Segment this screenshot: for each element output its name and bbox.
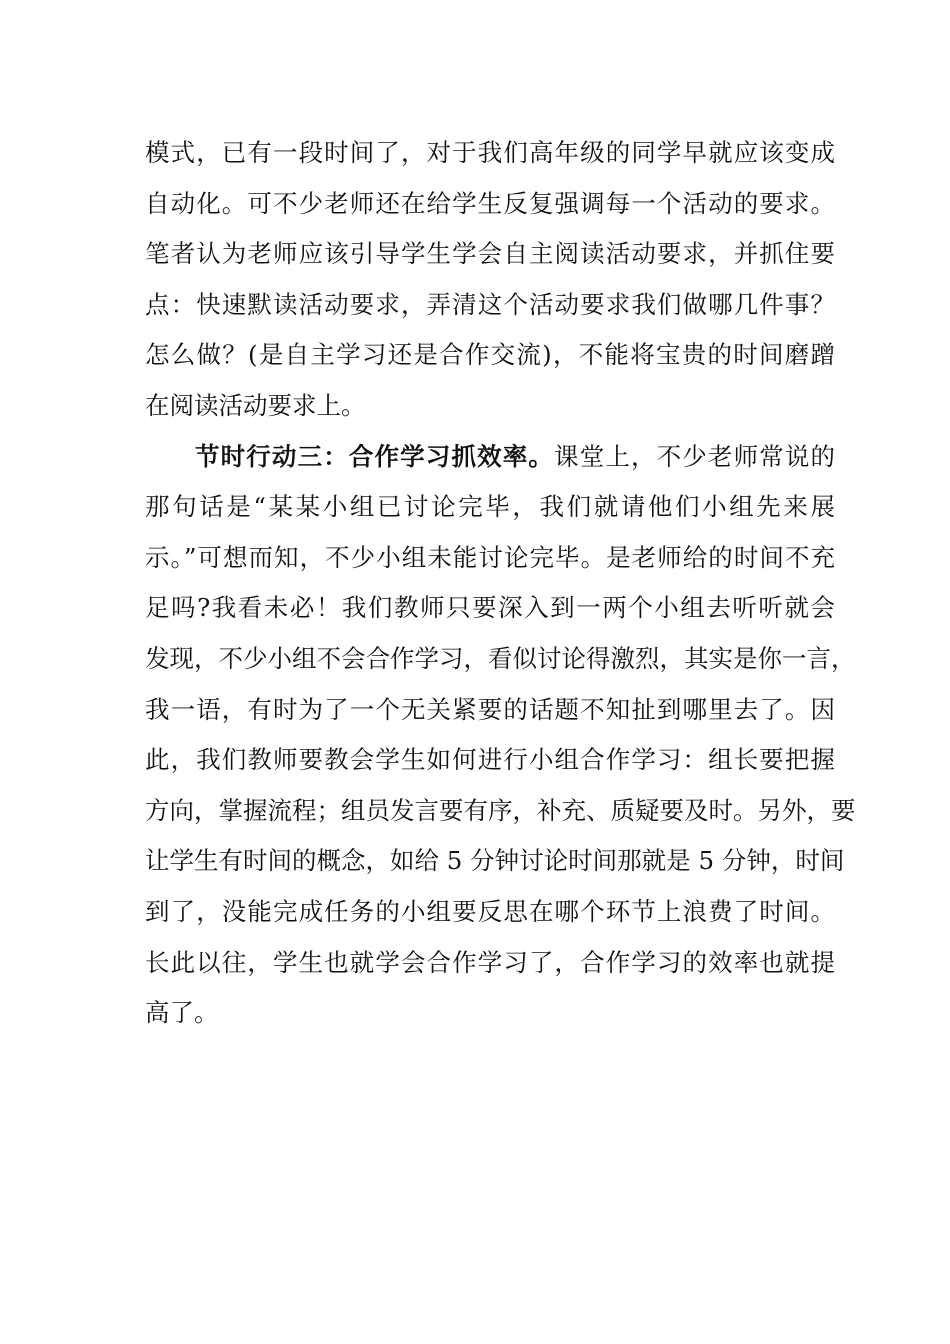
paragraph-first-line [145,432,835,483]
paragraph-line: 此，我们教师要教会学生如何进行小组合作学习：组长要把握 [145,745,835,775]
paragraph-line: 点：快速默读活动要求，弄清这个活动要求我们做哪几件事？ [145,289,835,319]
paragraph-line: 到了，没能完成任务的小组要反思在哪个环节上浪费了时间。 [145,896,835,926]
paragraph-line: 长此以往，学生也就学会合作学习了，合作学习的效率也就提 [145,947,835,977]
paragraph-line: 发现，不少小组不会合作学习，看似讨论得激烈，其实是你一言， [145,643,856,673]
paragraph-line-text: 课堂上，不少老师常说的 [554,441,836,471]
paragraph-action-three [145,432,856,1039]
section-heading: 节时行动三：合作学习抓效率。 [195,441,555,471]
paragraph-line: 示。”可想而知，不少小组未能讨论完毕。是老师给的时间不充 [145,542,835,572]
paragraph-line: 在阅读活动要求上。 [145,390,366,420]
paragraph-line: 方向，掌握流程；组员发言要有序，补充、质疑要及时。另外，要 [145,795,856,825]
paragraph-line: 我一语，有时为了一个无关紧要的话题不知扯到哪里去了。因 [145,694,835,724]
paragraph-line: 怎么做？(是自主学习还是合作交流)，不能将宝贵的时间磨蹭 [145,340,835,370]
paragraph-line: 笔者认为老师应该引导学生学会自主阅读活动要求，并抓住要 [145,239,835,269]
paragraph-line: 模式，已有一段时间了，对于我们高年级的同学早就应该变成 [145,138,835,167]
paragraph-line: 足吗?我看未必！我们教师只要深入到一两个小组去听听就会 [145,593,835,623]
paragraph-line: 让学生有时间的概念，如给 5 分钟讨论时间那就是 5 分钟，时间 [145,846,845,876]
paragraph-line: 那句话是“某某小组已讨论完毕，我们就请他们小组先来展 [145,492,835,522]
paragraph-line: 高了。 [145,998,219,1028]
paragraph-continued [145,128,835,432]
body-text [145,128,856,1039]
paragraph-line: 自动化。可不少老师还在给学生反复强调每一个活动的要求。 [145,188,835,218]
